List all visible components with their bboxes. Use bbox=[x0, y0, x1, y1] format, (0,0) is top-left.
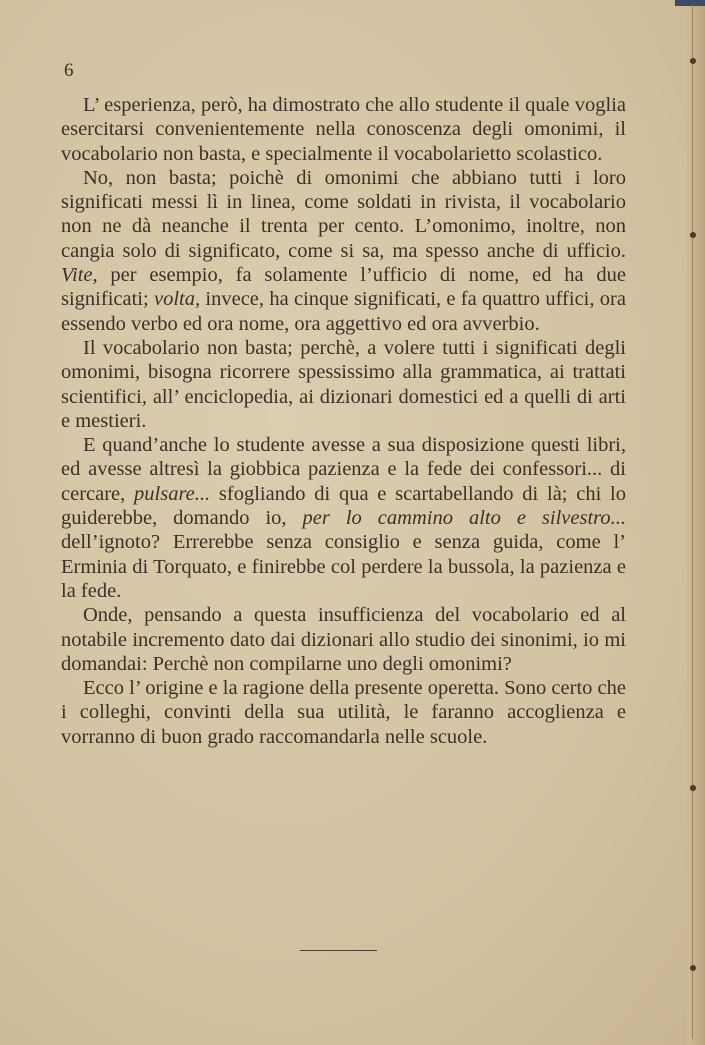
italic-text: Vite, bbox=[61, 264, 98, 287]
edge-binding-mark bbox=[675, 0, 705, 6]
page-number: 6 bbox=[64, 60, 74, 81]
end-divider-rule bbox=[300, 950, 377, 951]
text-run: sfogliando di qua e scartabellando di là; chi lo guiderebbe, domando io, bbox=[61, 482, 627, 530]
edge-stain bbox=[690, 965, 696, 971]
paragraph bbox=[61, 166, 626, 336]
text-run: invece, ha cinque significati, e fa quattro uffici, ora essendo verbo ed ora nome, ora aggettivo ed ora avverbio. bbox=[61, 288, 626, 335]
text-run: E quand’anche lo studente avesse a sua disposizione questi libri, ed avesse altresì la giobbica pazienza e la fede dei confessori... di cercare, bbox=[61, 434, 626, 505]
italic-text: pulsare... bbox=[134, 482, 211, 505]
paragraph bbox=[61, 603, 626, 676]
text-run: L’ esperienza, però, ha dimostrato che allo studente il quale voglia esercitarsi convenientemente nella conoscenza degli omonimi, il vocabolario non basta, e specialmente il vocabolarietto scolastico. bbox=[61, 94, 626, 165]
edge-stain bbox=[690, 58, 696, 64]
text-run: No, non basta; poichè di omonimi che abbiano tutti i loro significati messi lì in linea, come soldati in rivista, il vocabolario non ne dà neanche il trenta per cento. L’omonimo, inoltre, non cangia solo di significato, come si sa, ma spesso anche di ufficio. bbox=[61, 166, 626, 262]
italic-text: per lo cammino alto e silvestro... bbox=[302, 507, 627, 530]
page-edge bbox=[687, 0, 705, 1045]
italic-text: volta, bbox=[153, 288, 201, 311]
text-run: Ecco l’ origine e la ragione della presente operetta. Sono certo che i colleghi, convinti della sua utilità, le faranno accoglienza e vorranno di buon grado raccomandarla nelle scuole. bbox=[61, 677, 626, 748]
text-run: dell’ignoto? Errerebbe senza consiglio e senza guida, come l’ Erminia di Torquato, e finirebbe col perdere la bussola, la pazienza e la fede. bbox=[61, 531, 626, 602]
edge-stain bbox=[690, 785, 696, 791]
paragraph bbox=[61, 433, 626, 603]
body-text bbox=[61, 93, 626, 749]
paragraph bbox=[61, 93, 626, 166]
paragraph bbox=[61, 336, 626, 433]
text-run: per esempio, fa solamente l’ufficio di nome, ed ha due significati; bbox=[61, 264, 626, 311]
page-fold-line bbox=[692, 4, 693, 1039]
edge-stain bbox=[690, 232, 696, 238]
text-run: Onde, pensando a questa insufficienza del vocabolario ed al notabile incremento dato dai dizionari allo studio dei sinonimi, io mi domandai: Perchè non compilarne uno degli omonimi? bbox=[61, 604, 626, 675]
text-run: Il vocabolario non basta; perchè, a volere tutti i significati degli omonimi, bisogna ricorrere spessissimo alla grammatica, ai trattati scientifici, all’ enciclopedia, ai dizionari domestici ed a quelli di arti e mestieri. bbox=[61, 336, 626, 432]
paragraph bbox=[61, 676, 626, 749]
